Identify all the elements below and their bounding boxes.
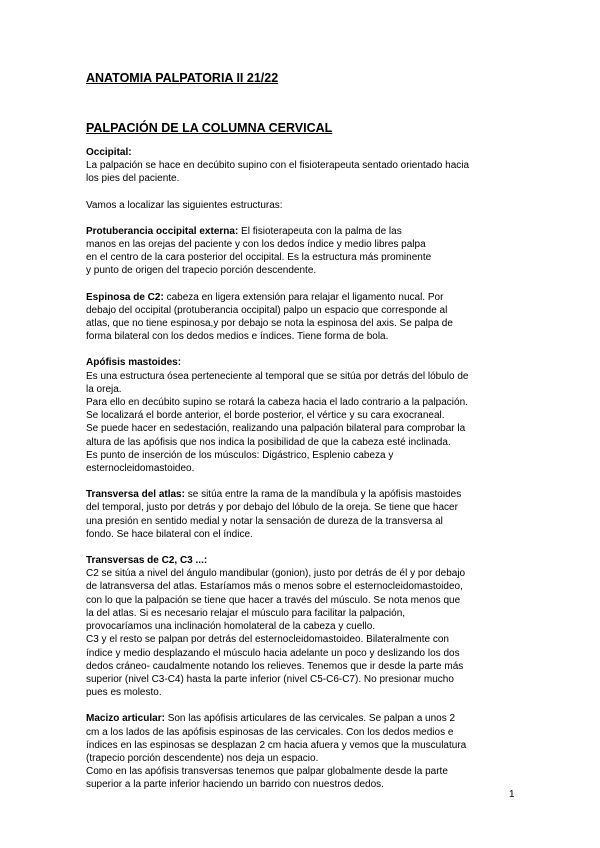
text-line: El fisioterapeuta con la palma de las	[238, 225, 402, 237]
text-line: pues es molesto.	[86, 687, 162, 699]
section-title: PALPACIÓN DE LA COLUMNA CERVICAL	[86, 121, 333, 135]
text-line: altura de las apófisis que nos indica la posibilidad de que la cabeza esté inclinada.	[86, 436, 451, 448]
text-line: índice y medio desplazando el músculo hacia adelante un poco y deslizando los dos	[86, 647, 460, 659]
text-line: esternocleidomastoideo.	[86, 463, 195, 475]
text-line: los pies del paciente.	[86, 173, 180, 185]
text-line: Es punto de inserción de los músculos: Digástrico, Esplenio cabeza y	[86, 449, 394, 461]
occipital-block	[86, 146, 516, 186]
intro-text: Vamos a localizar las siguientes estructuras:	[86, 199, 283, 211]
mastoides-block	[86, 356, 516, 475]
text-line: índices en las espinosas se desplazan 2 cm hacia afuera y vemos que la musculatura	[86, 739, 467, 751]
macizo-heading: Macizo articular:	[86, 713, 165, 725]
text-line: del temporal, justo por detrás y por debajo del lóbulo de la oreja. Se tiene que hacer	[86, 502, 458, 514]
protuberancia-heading: Protuberancia occipital externa:	[86, 225, 239, 237]
text-line: forma bilateral con los dedos medios e índices. Tiene forma de bola.	[86, 331, 389, 343]
occipital-heading: Occipital:	[86, 147, 132, 158]
text-line: y punto de origen del trapecio porción descendente.	[86, 265, 317, 277]
text-line: la del atlas. Si es necesario relajar el músculo para facilitar la palpación,	[86, 607, 406, 619]
text-line: manos en las orejas del paciente y con los dedos índice y medio libres palpa	[86, 239, 426, 251]
text-line: debajo del occipital (protuberancia occipital) palpo un espacio que corresponde al	[86, 304, 448, 316]
text-line: Como en las apófisis transversas tenemos que palpar globalmente desde la parte	[86, 766, 448, 778]
text-line: superior a la parte inferior haciendo un barrido con nuestros dedos.	[86, 779, 384, 791]
text-line: Es una estructura ósea perteneciente al temporal que se sitúa por detrás del lóbulo de	[86, 370, 469, 382]
transversas-heading: Transversas de C2, C3 ...:	[86, 555, 208, 567]
text-line: atlas, que no tiene espinosa,y por debajo se nota la espinosa del axis. Se palpa de	[86, 318, 453, 330]
text-line: de latransversa del atlas. Estaríamos más o menos sobre el esternocleidomastoideo,	[86, 581, 463, 593]
document-title: ANATOMIA PALPATORIA II 21/22	[86, 71, 279, 85]
text-line: se sitúa entre la rama de la mandíbula y la apófisis mastoides	[184, 489, 462, 501]
text-line: Se puede hacer en sedestación, realizando una palpación bilateral para comprobar la	[86, 423, 466, 435]
text-line: con lo que la palpación se tiene que hacer a través del músculo. Se nota menos que	[86, 594, 461, 606]
text-line: la oreja.	[86, 383, 122, 395]
page-number: 1	[509, 789, 515, 800]
macizo-block	[86, 712, 516, 791]
text-line: cm a los lados de las apófisis espinosas de las cervicales. Con los dedos medios e	[86, 726, 454, 738]
text-line: en el centro de la cara posterior del occipital. Es la estructura más prominente	[86, 252, 432, 264]
mastoides-heading: Apófisis mastoides:	[86, 357, 182, 369]
text-line: fondo. Se hace bilateral con el índice.	[86, 528, 253, 540]
text-line: superior (nivel C3-C4) hasta la parte inferior (nivel C5-C6-C7). No presionar mucho	[86, 673, 454, 685]
text-line: La palpación se hace en decúbito supino con el fisioterapeuta sentado orientado hacia	[86, 160, 470, 172]
text-line: (trapecio porción descendente) nos deja un espacio.	[86, 752, 319, 764]
text-line: C3 y el resto se palpan por detrás del esternocleidomastoideo. Bilateralmente con	[86, 634, 449, 646]
text-line: una presión en sentido medial y notar la sensación de dureza de la transversa al	[86, 515, 443, 527]
text-line: Son las apófisis articulares de las cervicales. Se palpan a unos 2	[164, 713, 456, 725]
text-line: C2 se sitúa a nivel del ángulo mandibular (gonion), justo por detrás de él y por debajo	[86, 568, 466, 580]
atlas-block	[86, 488, 516, 541]
text-line: Se localizará el borde anterior, el borde posterior, el vértice y su cara exocraneal.	[86, 410, 445, 422]
text-line: dedos cráneo- caudalmente notando los relieves. Tenemos que ir desde la parte más	[86, 660, 464, 672]
espinosa-heading: Espinosa de C2:	[86, 291, 164, 303]
intro-block	[86, 199, 516, 212]
transversas-block	[86, 554, 516, 699]
espinosa-block	[86, 291, 516, 344]
atlas-heading: Transversa del atlas:	[86, 489, 185, 501]
text-line: Para ello en decúbito supino se rotará la cabeza hacia el lado contrario a la palpación.	[86, 397, 468, 409]
text-line: cabeza en ligera extensión para relajar el ligamento nucal. Por	[163, 291, 444, 303]
document-page	[86, 64, 516, 792]
text-line: provocaríamos una inclinación homolateral de la cabeza y cuello.	[86, 621, 376, 633]
protuberancia-block	[86, 225, 516, 278]
